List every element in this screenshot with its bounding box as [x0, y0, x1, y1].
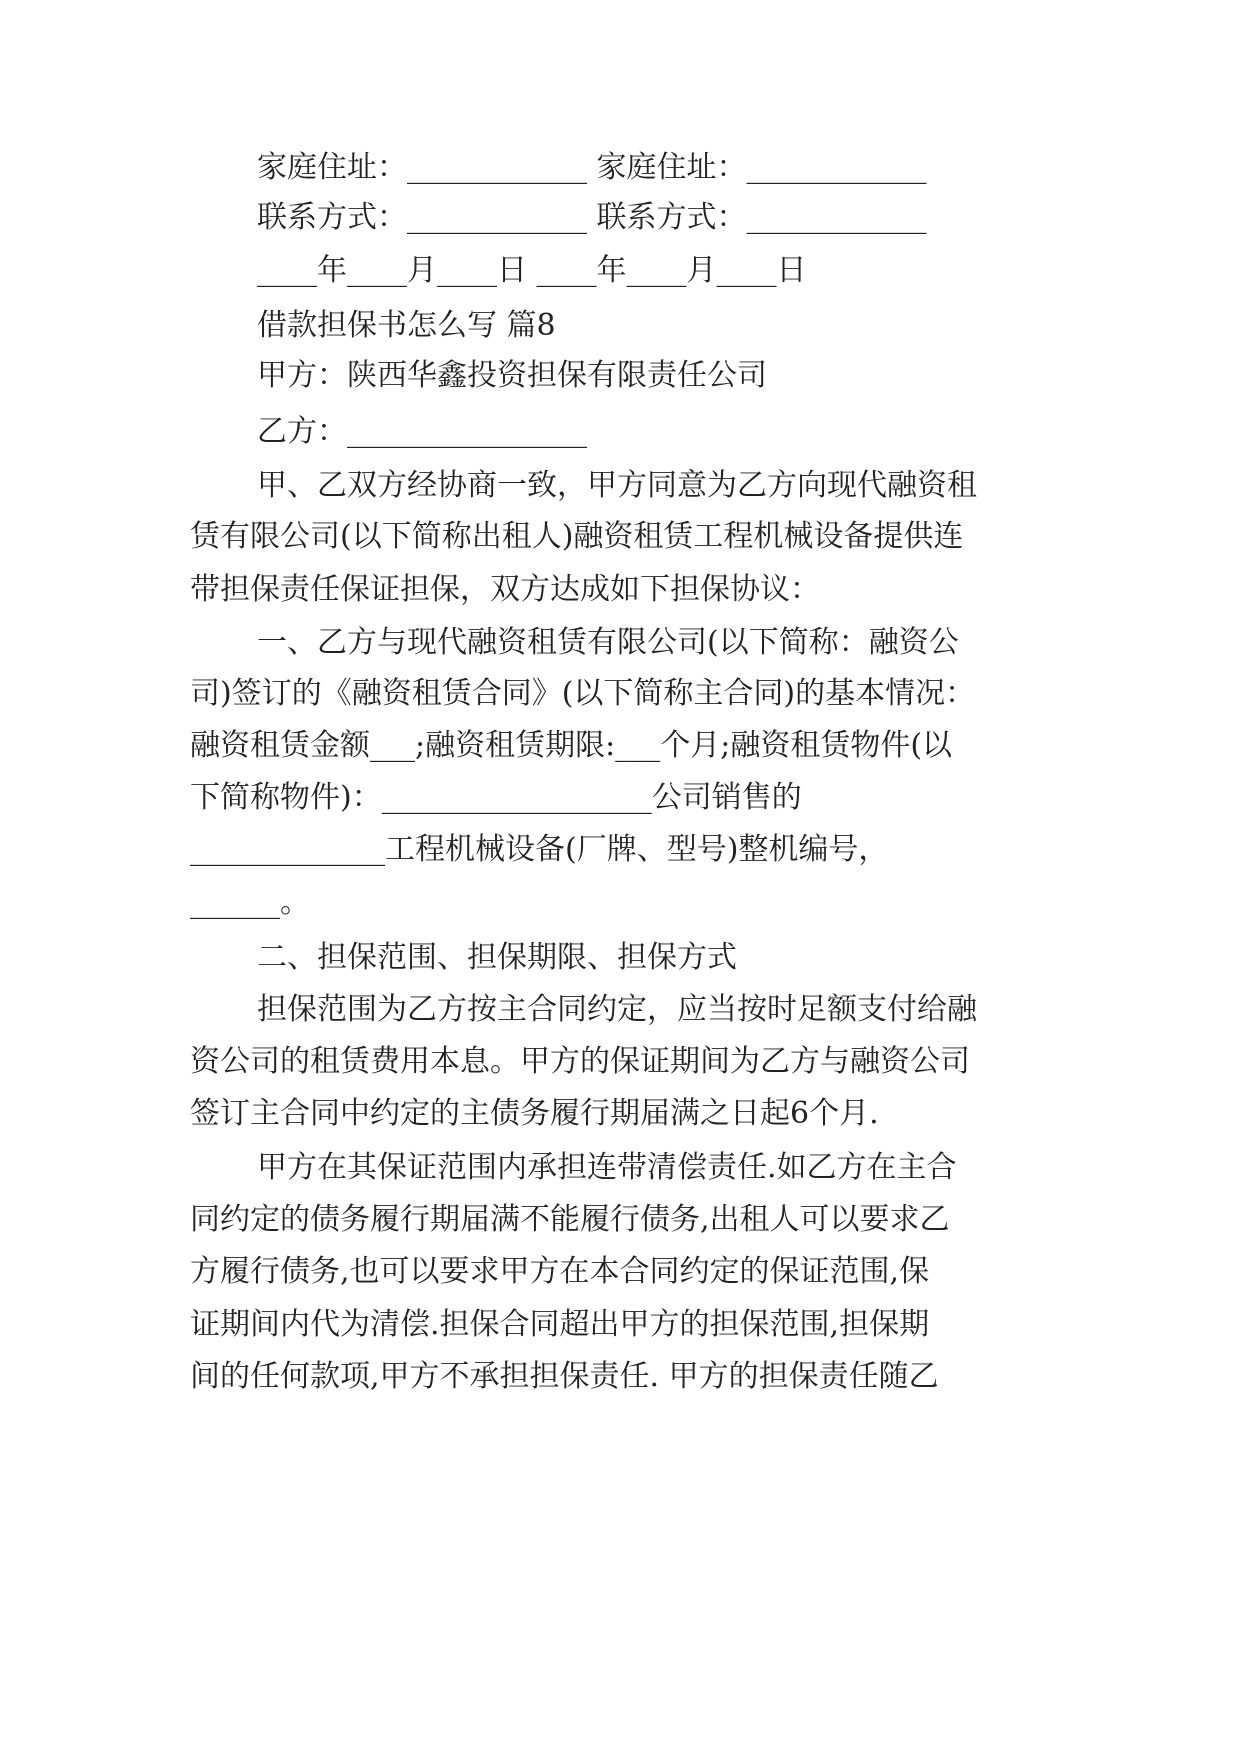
paragraph-line: 同约定的债务履行期届满不能履行债务,出租人可以要求乙	[190, 1202, 950, 1237]
paragraph-line: 证期间内代为清偿.担保合同超出甲方的担保范围,担保期	[190, 1307, 930, 1342]
section-heading: 二、担保范围、担保期限、担保方式	[257, 940, 737, 975]
paragraph-line: 间的任何款项,甲方不承担担保责任. 甲方的担保责任随乙	[190, 1359, 939, 1394]
section-heading: 借款担保书怎么写 篇8	[257, 308, 556, 343]
address-line: 家庭住址：____________ 家庭住址：____________	[257, 150, 927, 185]
paragraph-line: 融资租赁金额___;融资租赁期限:___个月;融资租赁物件(以	[190, 728, 953, 763]
paragraph-line: 带担保责任保证担保，双方达成如下担保协议：	[190, 572, 820, 607]
paragraph-line: ______。	[190, 885, 310, 920]
paragraph-line: 甲方在其保证范围内承担连带清偿责任.如乙方在主合	[257, 1150, 957, 1185]
date-line: ____年____月____日 ____年____月____日	[257, 253, 807, 288]
paragraph-line: 资公司的租赁费用本息。甲方的保证期间为乙方与融资公司	[190, 1044, 970, 1079]
paragraph-line: 签订主合同中约定的主债务履行期届满之日起6个月.	[190, 1096, 879, 1131]
contact-line: 联系方式：____________ 联系方式：____________	[257, 200, 927, 235]
paragraph-line: 方履行债务,也可以要求甲方在本合同约定的保证范围,保	[190, 1254, 930, 1289]
paragraph-line: 下简称物件)：__________________公司销售的	[190, 780, 802, 815]
paragraph-line: 司)签订的《融资租赁合同》(以下简称主合同)的基本情况：	[190, 676, 976, 711]
paragraph-line: 赁有限公司(以下简称出租人)融资租赁工程机械设备提供连	[190, 519, 964, 554]
paragraph-line: 担保范围为乙方按主合同约定，应当按时足额支付给融	[257, 992, 977, 1027]
paragraph-line: 一、乙方与现代融资租赁有限公司(以下简称：融资公	[257, 625, 959, 660]
party-b-line: 乙方：________________	[257, 414, 587, 449]
paragraph-line: 甲、乙双方经协商一致，甲方同意为乙方向现代融资租	[257, 468, 977, 503]
party-a-line: 甲方：陕西华鑫投资担保有限责任公司	[257, 358, 767, 393]
paragraph-line: _____________工程机械设备(厂牌、型号)整机编号，	[190, 832, 889, 867]
